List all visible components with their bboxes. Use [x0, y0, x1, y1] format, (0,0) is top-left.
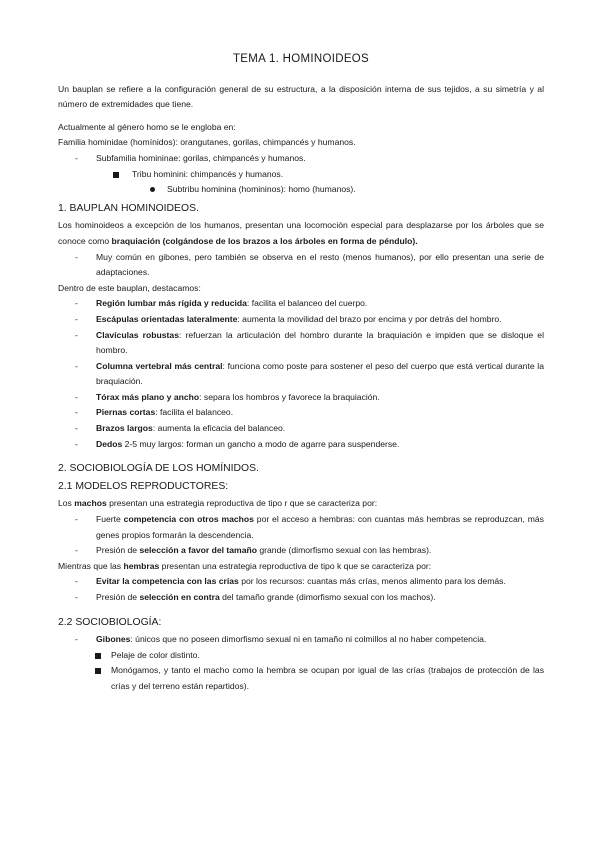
adaptation-item: - Dedos 2-5 muy largos: forman un gancho a modo de agarre para suspenderse. [58, 437, 544, 453]
gibbons-item: - Gibones: únicos que no poseen dimorfismo sexual ni en tamaño ni colmillos al no haber competencia. [58, 632, 544, 648]
section-1-paragraph: Los hominoideos a excepción de los humanos, presentan una locomoción especial para desplazarse por los árboles que se conoce como braquiación (colgándose de los brazos a los árboles en forma de péndulo). [58, 220, 544, 246]
classification-lead: Actualmente al género homo se le engloba en: [58, 121, 236, 132]
adaptation-item: - Brazos largos: aumenta la eficacia del balanceo. [58, 421, 544, 437]
intro-paragraph: Un bauplan se refiere a la configuración general de su estructura, a la disposición interna de sus tejidos, a su simetría y al número de extremidades que tiene. [58, 83, 544, 110]
females-item: - Evitar la competencia con las crías por los recursos: cuantas más crías, menos alimento para los demás. [58, 574, 544, 590]
females-lead: Mientras que las hembras presentan una estrategia reproductiva de tipo k que se caracteriza por: [58, 560, 432, 571]
gibbons-subitem: Monógamos, y tanto el macho como la hembra se ocupan por igual de las crías (trabajos de protección de las crías y del terreno están repartidos). [58, 663, 544, 694]
adaptations-list [58, 296, 544, 452]
classification-list [58, 151, 544, 167]
section-1-heading: 1. BAUPLAN HOMINOIDEOS. [58, 202, 199, 214]
section-2-heading: 2. SOCIOBIOLOGÍA DE LOS HOMÍNIDOS. [58, 463, 259, 475]
adaptation-item: - Región lumbar más rígida y reducida: facilita el balanceo del cuerpo. [58, 296, 544, 312]
square-bullet-icon [95, 668, 101, 674]
section-2-2-heading: 2.2 SOCIOBIOLOGÍA: [58, 616, 162, 628]
round-bullet-icon [150, 187, 155, 192]
adaptation-item: - Columna vertebral más central: funciona como poste para sostener el peso del cuerpo que está vertical durante la braquiación. [58, 359, 544, 390]
classification-sublist [58, 167, 544, 183]
section-2-1-heading: 2.1 MODELOS REPRODUCTORES: [58, 480, 229, 492]
adaptation-item: - Clavículas robustas: refuerzan la articulación del hombro durante la braquiación e impiden que se disloque el hombro. [58, 328, 544, 359]
square-bullet-icon [95, 653, 101, 659]
classification-subfamily: - Subfamilia homininae: gorilas, chimpancés y humanos. [58, 151, 544, 167]
section-1-bullets [58, 250, 544, 281]
gibbons-sublist [58, 648, 544, 695]
classification-subtribe: Subtribu hominina (homininos): homo (humanos). [58, 182, 544, 198]
section-1-lead: Dentro de este bauplan, destacamos: [58, 282, 201, 293]
sociobiology-list [58, 632, 544, 648]
section-1-bullet: - Muy común en gibones, pero también se observa en el resto (menos humanos), por ello presentan una serie de adaptaciones. [58, 250, 544, 281]
gibbons-subitem: Pelaje de color distinto. [58, 648, 544, 664]
classification-tribe: Tribu hominini: chimpancés y humanos. [58, 167, 544, 183]
females-item: - Presión de selección en contra del tamaño grande (dimorfismo sexual con los machos). [58, 590, 544, 606]
females-list [58, 574, 544, 605]
adaptation-item: - Piernas cortas: facilita el balanceo. [58, 405, 544, 421]
adaptation-item: - Tórax más plano y ancho: separa los hombros y favorece la braquiación. [58, 390, 544, 406]
males-lead: Los machos presentan una estrategia reproductiva de tipo r que se caracteriza por: [58, 498, 378, 509]
document-page [58, 52, 544, 695]
males-list [58, 512, 544, 559]
adaptation-item: - Escápulas orientadas lateralmente: aumenta la movilidad del brazo por encima y por detrás del hombro. [58, 312, 544, 328]
classification-subsublist [58, 182, 544, 198]
page-title: TEMA 1. HOMINOIDEOS [232, 53, 370, 65]
males-item: - Presión de selección a favor del tamaño grande (dimorfismo sexual con las hembras). [58, 543, 544, 559]
square-bullet-icon [113, 172, 119, 178]
males-item: - Fuerte competencia con otros machos por el acceso a hembras: con cuantas más hembras se reproduzcan, más genes propios formarán la descendencia. [58, 512, 544, 543]
classification-family: Familia hominidae (homínidos): orangutanes, gorilas, chimpancés y humanos. [58, 137, 356, 148]
